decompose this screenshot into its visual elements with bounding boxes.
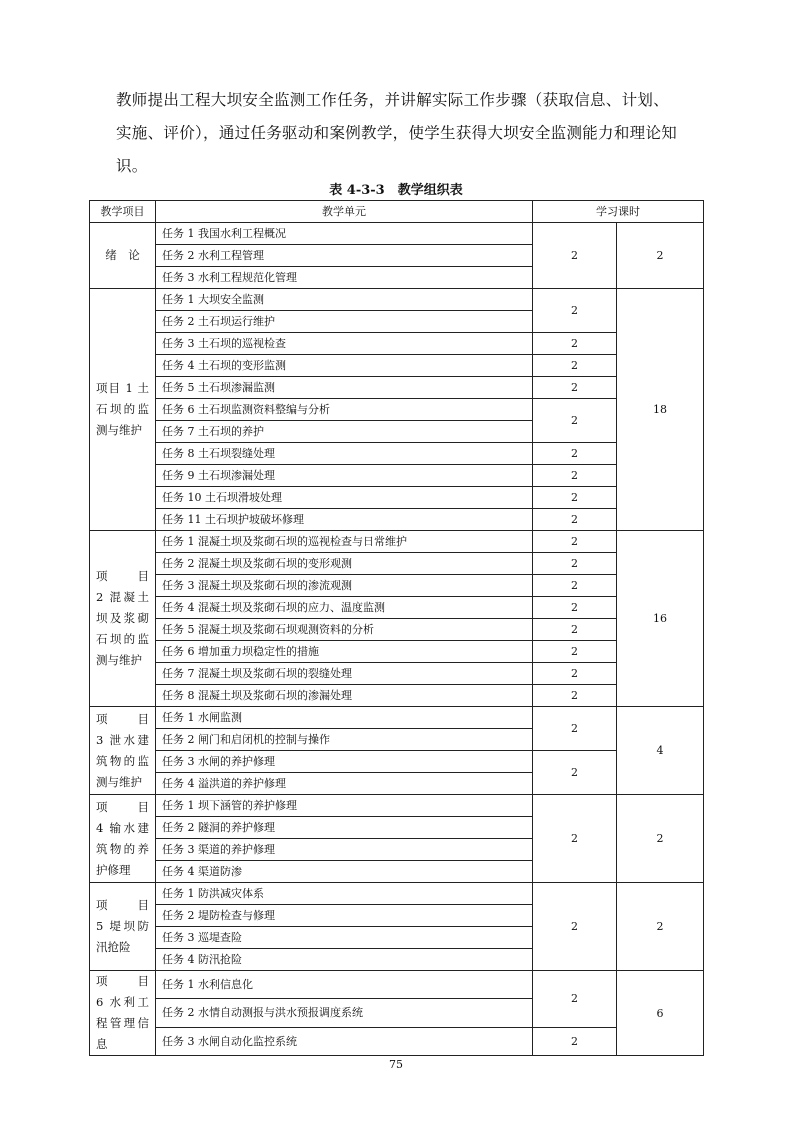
table-row — [90, 289, 704, 311]
table-row — [90, 1027, 704, 1055]
unit-cell: 任务 1 混凝土坝及浆砌石坝的巡视检查与日常维护 — [156, 531, 533, 553]
table-row — [90, 641, 704, 663]
table-row — [90, 575, 704, 597]
unit-cell: 任务 6 土石坝监测资料整编与分析 — [156, 399, 533, 421]
table-row — [90, 487, 704, 509]
intro-paragraph — [116, 84, 696, 183]
table-header-row — [90, 201, 704, 223]
table-row — [90, 685, 704, 707]
table-row — [90, 531, 704, 553]
unit-hours-cell: 2 — [533, 465, 617, 487]
unit-cell: 任务 2 水情自动测报与洪水预报调度系统 — [156, 999, 533, 1027]
unit-hours-cell: 2 — [533, 1027, 617, 1055]
unit-hours-cell: 2 — [533, 487, 617, 509]
unit-hours-cell: 2 — [533, 597, 617, 619]
table-row — [90, 795, 704, 817]
table-row — [90, 619, 704, 641]
table-row — [90, 509, 704, 531]
table-row — [90, 465, 704, 487]
unit-hours-cell: 2 — [533, 509, 617, 531]
project-cell: 项 目 2 混凝土坝及浆砌石坝的监测与维护 — [90, 531, 156, 707]
table-row — [90, 223, 704, 245]
unit-cell: 任务 4 溢洪道的养护修理 — [156, 773, 533, 795]
project-total-hours-cell: 2 — [617, 223, 704, 289]
unit-cell: 任务 1 我国水利工程概况 — [156, 223, 533, 245]
unit-cell: 任务 2 堤防检查与修理 — [156, 905, 533, 927]
unit-cell: 任务 5 土石坝渗漏监测 — [156, 377, 533, 399]
unit-cell: 任务 3 混凝土坝及浆砌石坝的渗流观测 — [156, 575, 533, 597]
table-row — [90, 597, 704, 619]
project-cell: 绪 论 — [90, 223, 156, 289]
unit-cell: 任务 1 水利信息化 — [156, 971, 533, 999]
unit-cell: 任务 4 土石坝的变形监测 — [156, 355, 533, 377]
unit-hours-cell: 2 — [533, 575, 617, 597]
project-total-hours-cell: 4 — [617, 707, 704, 795]
table-body — [90, 223, 704, 1056]
unit-cell: 任务 2 隧洞的养护修理 — [156, 817, 533, 839]
unit-hours-cell: 2 — [533, 641, 617, 663]
unit-cell: 任务 10 土石坝滑坡处理 — [156, 487, 533, 509]
table-row — [90, 333, 704, 355]
unit-cell: 任务 3 巡堤查险 — [156, 927, 533, 949]
unit-cell: 任务 3 水闸的养护修理 — [156, 751, 533, 773]
table-row — [90, 663, 704, 685]
unit-cell: 任务 7 混凝土坝及浆砌石坝的裂缝处理 — [156, 663, 533, 685]
unit-cell: 任务 4 防汛抢险 — [156, 949, 533, 971]
unit-cell: 任务 9 土石坝渗漏处理 — [156, 465, 533, 487]
table-caption: 表 4-3-3 教学组织表 — [329, 183, 463, 198]
unit-cell: 任务 11 土石坝护坡破坏修理 — [156, 509, 533, 531]
unit-cell: 任务 1 大坝安全监测 — [156, 289, 533, 311]
intro-line: 实施、评价），通过任务驱动和案例教学，使学生获得大坝安全监测能力和理论知 — [116, 124, 678, 142]
project-total-hours-cell: 16 — [617, 531, 704, 707]
unit-hours-cell: 2 — [533, 443, 617, 465]
unit-cell: 任务 6 增加重力坝稳定性的措施 — [156, 641, 533, 663]
unit-cell: 任务 3 渠道的养护修理 — [156, 839, 533, 861]
project-total-hours-cell: 2 — [617, 883, 704, 971]
unit-cell: 任务 4 混凝土坝及浆砌石坝的应力、温度监测 — [156, 597, 533, 619]
unit-cell: 任务 1 坝下涵管的养护修理 — [156, 795, 533, 817]
table-row — [90, 883, 704, 905]
unit-hours-cell: 2 — [533, 883, 617, 971]
unit-cell: 任务 7 土石坝的养护 — [156, 421, 533, 443]
unit-cell: 任务 4 渠道防渗 — [156, 861, 533, 883]
unit-hours-cell: 2 — [533, 377, 617, 399]
unit-cell: 任务 2 土石坝运行维护 — [156, 311, 533, 333]
unit-cell: 任务 2 闸门和启闭机的控制与操作 — [156, 729, 533, 751]
unit-hours-cell: 2 — [533, 685, 617, 707]
unit-hours-cell: 2 — [533, 553, 617, 575]
unit-hours-cell: 2 — [533, 751, 617, 795]
table-row — [90, 377, 704, 399]
unit-cell: 任务 2 混凝土坝及浆砌石坝的变形观测 — [156, 553, 533, 575]
unit-cell: 任务 8 混凝土坝及浆砌石坝的渗漏处理 — [156, 685, 533, 707]
unit-cell: 任务 2 水利工程管理 — [156, 245, 533, 267]
unit-hours-cell: 2 — [533, 707, 617, 751]
project-cell: 项 目 5 堤坝防汛抢险 — [90, 883, 156, 971]
header-project: 教学项目 — [90, 201, 156, 223]
unit-cell: 任务 3 水利工程规范化管理 — [156, 267, 533, 289]
unit-cell: 任务 1 防洪减灾体系 — [156, 883, 533, 905]
header-unit: 教学单元 — [156, 201, 533, 223]
table-row — [90, 707, 704, 729]
unit-hours-cell: 2 — [533, 619, 617, 641]
project-cell: 项目 1 土石坝的监测与维护 — [90, 289, 156, 531]
table-row — [90, 971, 704, 999]
unit-hours-cell: 2 — [533, 795, 617, 883]
project-total-hours-cell: 6 — [617, 971, 704, 1056]
unit-hours-cell: 2 — [533, 971, 617, 1028]
project-total-hours-cell: 18 — [617, 289, 704, 531]
intro-line: 识。 — [116, 157, 148, 175]
project-cell: 项 目 6 水利工程管理信息 — [90, 971, 156, 1056]
unit-hours-cell: 2 — [533, 399, 617, 443]
unit-cell: 任务 8 土石坝裂缝处理 — [156, 443, 533, 465]
intro-line: 教师提出工程大坝安全监测工作任务，并讲解实际工作步骤（获取信息、计划、 — [116, 91, 670, 109]
unit-hours-cell: 2 — [533, 223, 617, 289]
teaching-organization-table — [89, 200, 704, 1056]
unit-hours-cell: 2 — [533, 355, 617, 377]
project-cell: 项 目 4 输水建筑物的养护修理 — [90, 795, 156, 883]
unit-hours-cell: 2 — [533, 289, 617, 333]
header-hours: 学习课时 — [533, 201, 704, 223]
page-number: 75 — [389, 1058, 403, 1071]
table-row — [90, 355, 704, 377]
unit-hours-cell: 2 — [533, 531, 617, 553]
unit-cell: 任务 1 水闸监测 — [156, 707, 533, 729]
table-row — [90, 553, 704, 575]
table-row — [90, 443, 704, 465]
unit-cell: 任务 3 水闸自动化监控系统 — [156, 1027, 533, 1055]
unit-hours-cell: 2 — [533, 333, 617, 355]
unit-hours-cell: 2 — [533, 663, 617, 685]
table-row — [90, 751, 704, 773]
project-total-hours-cell: 2 — [617, 795, 704, 883]
unit-cell: 任务 3 土石坝的巡视检查 — [156, 333, 533, 355]
unit-cell: 任务 5 混凝土坝及浆砌石坝观测资料的分析 — [156, 619, 533, 641]
project-cell: 项 目 3 泄水建筑物的监测与维护 — [90, 707, 156, 795]
table-row — [90, 399, 704, 421]
